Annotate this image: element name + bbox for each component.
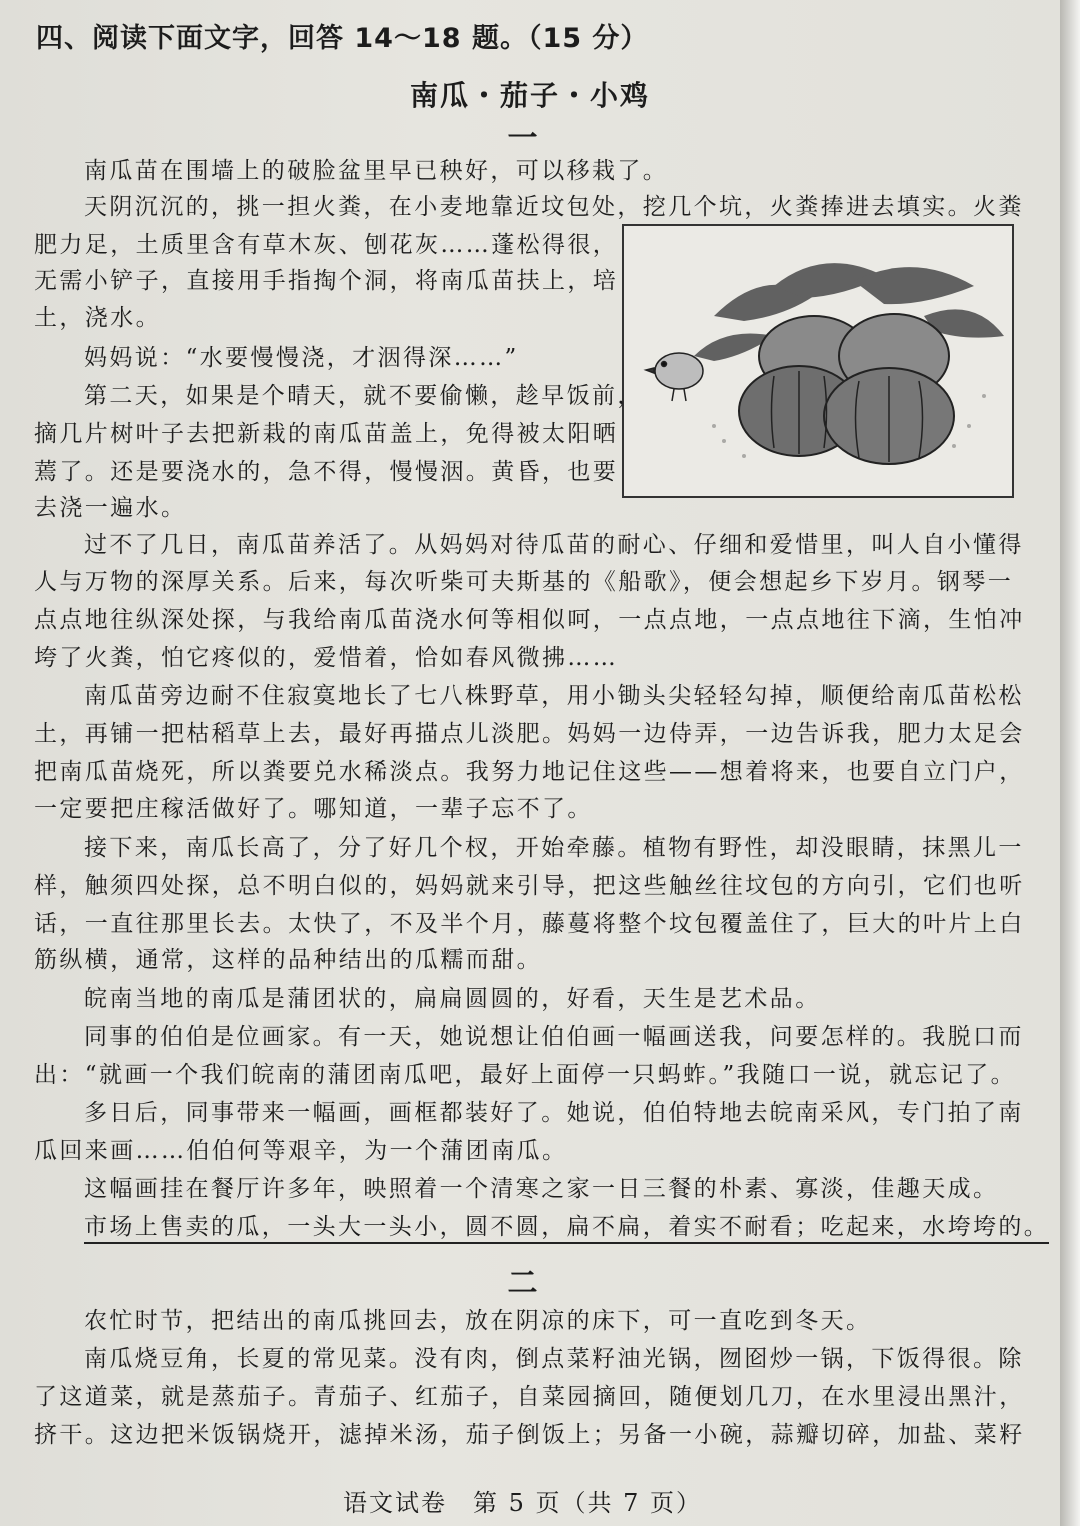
text-line: 点点地往纵深处探，与我给南瓜苗浇水何等相似呵，一点点地，一点点地往下滴，生怕冲 (34, 607, 1025, 633)
text-line: 天阴沉沉的，挑一担火粪，在小麦地靠近坟包处，挖几个坑，火粪捧进去填实。火粪 (84, 194, 1024, 220)
text-line: 过不了几日，南瓜苗养活了。从妈妈对待瓜苗的耐心、仔细和爱惜里，叫人自小懂得 (84, 532, 1024, 558)
section-header: 四、阅读下面文字，回答 14～18 题。（15 分） (36, 23, 649, 54)
text-line: 瓜回来画……伯伯何等艰辛，为一个蒲团南瓜。 (34, 1138, 568, 1164)
text-line: 话，一直往那里长去。太快了，不及半个月，藤蔓将整个坟包覆盖住了，巨大的叶片上白 (34, 911, 1025, 937)
text-line: 南瓜苗在围墙上的破脸盆里早已秧好，可以移栽了。 (84, 158, 669, 184)
pumpkin-chick-drawing-icon (624, 226, 1012, 496)
text-line: 南瓜烧豆角，长夏的常见菜。没有肉，倒点菜籽油光锅，囫囵炒一锅，下饭得很。除 (84, 1346, 1024, 1372)
underlined-text-line (84, 1208, 1049, 1241)
page-footer: 语文试卷 第 5 页（共 7 页） (342, 1489, 703, 1517)
text-line: 南瓜苗旁边耐不住寂寞地长了七八株野草，用小锄头尖轻轻勾掉，顺便给南瓜苗松松 (84, 683, 1024, 709)
section-number-2: 二 (507, 1266, 538, 1301)
text-line: 去浇一遍水。 (34, 495, 187, 521)
text-line: 无需小铲子，直接用手指掏个洞，将南瓜苗扶上，培 (34, 268, 619, 294)
text-line: 土，浇水。 (34, 305, 161, 331)
text-line: 样，触须四处探，总不明白似的，妈妈就来引导，把这些触丝往坟包的方向引，它们也听 (34, 873, 1025, 899)
text-line: 筋纵横，通常，这样的品种结出的瓜糯而甜。 (34, 947, 542, 973)
section-number-1: 一 (507, 121, 538, 156)
text-line: 蔫了。还是要浇水的，急不得，慢慢洇。黄昏，也要 (34, 459, 619, 485)
text-line: 了这道菜，就是蒸茄子。青茄子、红茄子，自菜园摘回，随便划几刀，在水里浸出黑汁， (34, 1384, 1025, 1410)
text-line: 出：“就画一个我们皖南的蒲团南瓜吧，最好上面停一只蚂蚱。”我随口一说，就忘记了。 (34, 1062, 1017, 1088)
text-line: 农忙时节，把结出的南瓜挑回去，放在阴凉的床下，可一直吃到冬天。 (84, 1308, 872, 1334)
underlined-sentence: 市场上售卖的瓜，一头大一头小，圆不圆，扁不扁，着实不耐看；吃起来，水垮垮的。 (84, 1214, 1049, 1244)
page-edge (1060, 0, 1080, 1526)
text-line: 妈妈说：“水要慢慢浇，才洇得深……” (84, 345, 519, 371)
text-line: 把南瓜苗烧死，所以粪要兑水稀淡点。我努力地记住这些——想着将来，也要自立门户， (34, 759, 1025, 785)
text-line: 肥力足，土质里含有草木灰、刨花灰……蓬松得很， (34, 232, 619, 258)
text-line: 土，再铺一把枯稻草上去，最好再描点儿淡肥。妈妈一边侍弄，一边告诉我，肥力太足会 (34, 721, 1025, 747)
text-line: 多日后，同事带来一幅画，画框都装好了。她说，伯伯特地去皖南采风，专门拍了南 (84, 1100, 1024, 1126)
text-line: 接下来，南瓜长高了，分了好几个杈，开始牵藤。植物有野性，却没眼睛，抹黑儿一 (84, 835, 1024, 861)
text-line: 挤干。这边把米饭锅烧开，滤掉米汤，茄子倒饭上；另备一小碗，蒜瓣切碎，加盐、菜籽 (34, 1422, 1025, 1448)
chick (646, 353, 703, 401)
text-line: 人与万物的深厚关系。后来，每次听柴可夫斯基的《船歌》，便会想起乡下岁月。钢琴一 (34, 569, 1014, 595)
text-line: 同事的伯伯是位画家。有一天，她说想让伯伯画一幅画送我，问要怎样的。我脱口而 (84, 1024, 1024, 1050)
text-line: 第二天，如果是个晴天，就不要偷懒，趁早饭前， (84, 383, 643, 409)
text-line: 皖南当地的南瓜是蒲团状的，扁扁圆圆的，好看，天生是艺术品。 (84, 986, 821, 1012)
text-line: 这幅画挂在餐厅许多年，映照着一个清寒之家一日三餐的朴素、寡淡，佳趣天成。 (84, 1176, 999, 1202)
pumpkin-illustration (622, 224, 1014, 498)
article-title: 南瓜・茄子・小鸡 (409, 79, 650, 112)
text-line: 垮了火粪，怕它疼似的，爱惜着，恰如春风微拂…… (34, 645, 619, 671)
text-line: 摘几片树叶子去把新栽的南瓜苗盖上，免得被太阳晒 (34, 421, 619, 447)
text-line: 一定要把庄稼活做好了。哪知道，一辈子忘不了。 (34, 796, 593, 822)
